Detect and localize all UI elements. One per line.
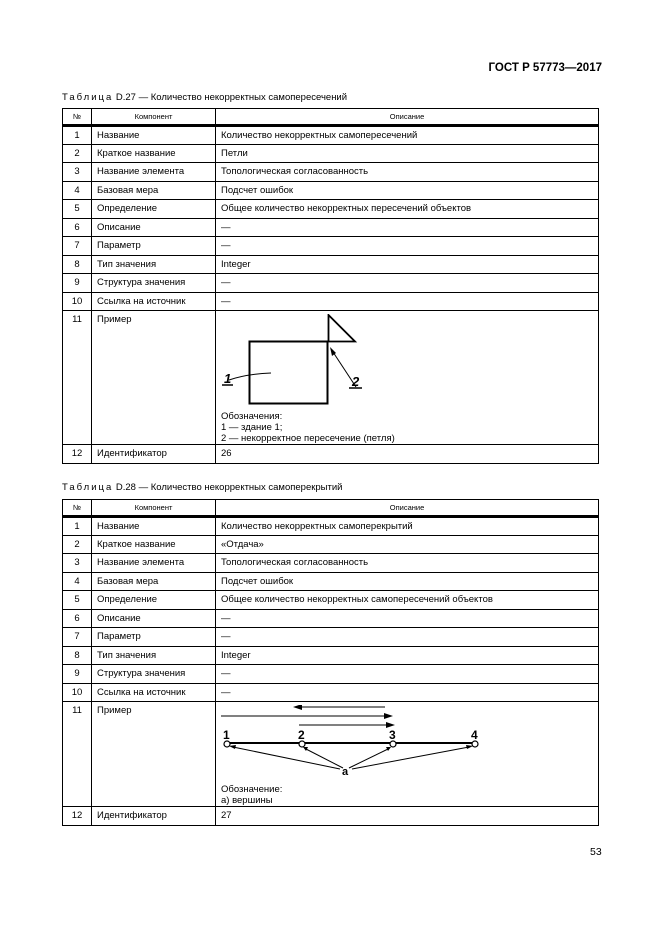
row-component: Параметр [92,237,216,256]
column-header-description: Описание [216,500,599,517]
row-component: Базовая мера [92,181,216,200]
row-number: 12 [63,807,92,826]
row-description: Integer [216,255,599,274]
legend-line: Обозначение: [221,784,283,795]
row-description: Количество некорректных самоперекрытий [216,517,599,536]
column-header-description: Описание [216,109,599,126]
row-description: 26 [216,445,599,464]
row-component: Пример [92,311,216,445]
row-description: Integer [216,646,599,665]
example-cell [216,702,599,807]
row-component: Параметр [92,628,216,647]
example-cell [216,311,599,445]
row-description: — [216,665,599,684]
row-description: Количество некорректных самопересечений [216,126,599,145]
legend-line: 2 — некорректное пересечение (петля) [221,433,395,444]
standard-header: ГОСТ Р 57773—2017 [488,62,602,74]
table-row [63,683,599,702]
legend-line: 1 — здание 1; [221,422,283,433]
row-number: 6 [63,218,92,237]
row-number: 9 [63,274,92,293]
row-component: Название [92,517,216,536]
table-caption [62,92,347,103]
page-number: 53 [590,846,602,858]
table-caption-text: D.28 — Количество некорректных самоперекрытий [113,482,343,493]
table-row [63,181,599,200]
callout-label-1: 1 [224,371,232,386]
row-component: Идентификатор [92,807,216,826]
row-description: Общее количество некорректных пересечений объектов [216,200,599,219]
row-number: 7 [63,628,92,647]
row-description: — [216,218,599,237]
row-number: 5 [63,591,92,610]
row-component: Название элемента [92,554,216,573]
table-row [63,163,599,182]
row-number: 4 [63,181,92,200]
table-row [63,126,599,145]
loop-example-diagram [221,314,421,406]
table-row-example [63,702,599,807]
table-row-example [63,311,599,445]
row-number: 3 [63,554,92,573]
row-component: Структура значения [92,274,216,293]
table-body [63,517,599,826]
row-component: Описание [92,609,216,628]
example-legend [221,784,593,806]
row-number: 11 [63,311,92,445]
row-number: 7 [63,237,92,256]
example-legend [221,411,593,444]
row-component: Пример [92,702,216,807]
row-component: Базовая мера [92,572,216,591]
table-row [63,200,599,219]
table-row [63,237,599,256]
table-row [63,218,599,237]
row-description: — [216,237,599,256]
row-component: Определение [92,591,216,610]
table-row [63,554,599,573]
table-row [63,628,599,647]
column-header-component: Компонент [92,109,216,126]
table-row [63,274,599,293]
row-component: Краткое название [92,535,216,554]
row-number: 2 [63,144,92,163]
legend-line: Обозначения: [221,411,283,422]
vertex-label: 2 [298,728,305,742]
row-number: 11 [63,702,92,807]
row-description: — [216,274,599,293]
table-row [63,609,599,628]
row-description: 27 [216,807,599,826]
row-number: 8 [63,646,92,665]
arrowhead-icon [386,747,391,751]
row-number: 5 [63,200,92,219]
arrowhead-icon [303,747,308,751]
table-row [63,591,599,610]
row-number: 4 [63,572,92,591]
building-outline [250,342,328,404]
column-header-number: № [63,500,92,517]
row-description: — [216,628,599,647]
row-number: 8 [63,255,92,274]
row-number: 1 [63,126,92,145]
overlap-example-diagram [221,705,483,779]
column-header-number: № [63,109,92,126]
row-description: Подсчет ошибок [216,181,599,200]
row-description: Топологическая согласованность [216,554,599,573]
row-description: — [216,609,599,628]
row-component: Идентификатор [92,445,216,464]
row-component: Определение [92,200,216,219]
table-row [63,517,599,536]
row-description: — [216,292,599,311]
row-description: «Отдача» [216,535,599,554]
row-component: Краткое название [92,144,216,163]
arrow-right-icon [384,713,393,719]
row-component: Ссылка на источник [92,683,216,702]
row-description: Общее количество некорректных самопересечений объектов [216,591,599,610]
table-row [63,665,599,684]
row-component: Тип значения [92,255,216,274]
callout-label-2: 2 [352,374,360,389]
table-row [63,292,599,311]
table-row [63,144,599,163]
row-component: Название [92,126,216,145]
row-component: Тип значения [92,646,216,665]
pointer-label: а [342,766,349,778]
row-number: 10 [63,292,92,311]
table-caption-text: D.27 — Количество некорректных самопересечений [113,92,348,103]
row-number: 10 [63,683,92,702]
table-d28 [62,499,599,826]
loop-triangle [329,315,356,342]
vertex-label: 1 [223,728,230,742]
row-number: 3 [63,163,92,182]
row-number: 9 [63,665,92,684]
table-row [63,646,599,665]
table-d27 [62,108,599,464]
row-number: 1 [63,517,92,536]
vertex-label: 4 [471,728,478,742]
row-component: Название элемента [92,163,216,182]
row-number: 6 [63,609,92,628]
pointer-line [306,749,343,768]
row-component: Ссылка на источник [92,292,216,311]
row-number: 2 [63,535,92,554]
arrow-left-icon [293,705,302,710]
legend-line: а) вершины [221,795,273,806]
table-row [63,572,599,591]
table-row-identifier [63,807,599,826]
row-description: — [216,683,599,702]
table-caption-label: Таблица [62,482,114,493]
row-description: Подсчет ошибок [216,572,599,591]
table-caption-label: Таблица [62,92,114,103]
row-number: 12 [63,445,92,464]
row-description: Петли [216,144,599,163]
column-header-component: Компонент [92,500,216,517]
row-component: Описание [92,218,216,237]
pointer-line [349,749,388,768]
vertex-label: 3 [389,728,396,742]
table-caption [62,482,342,493]
row-component: Структура значения [92,665,216,684]
table-body [63,126,599,464]
table-row [63,255,599,274]
table-row [63,535,599,554]
table-row-identifier [63,445,599,464]
row-description: Топологическая согласованность [216,163,599,182]
